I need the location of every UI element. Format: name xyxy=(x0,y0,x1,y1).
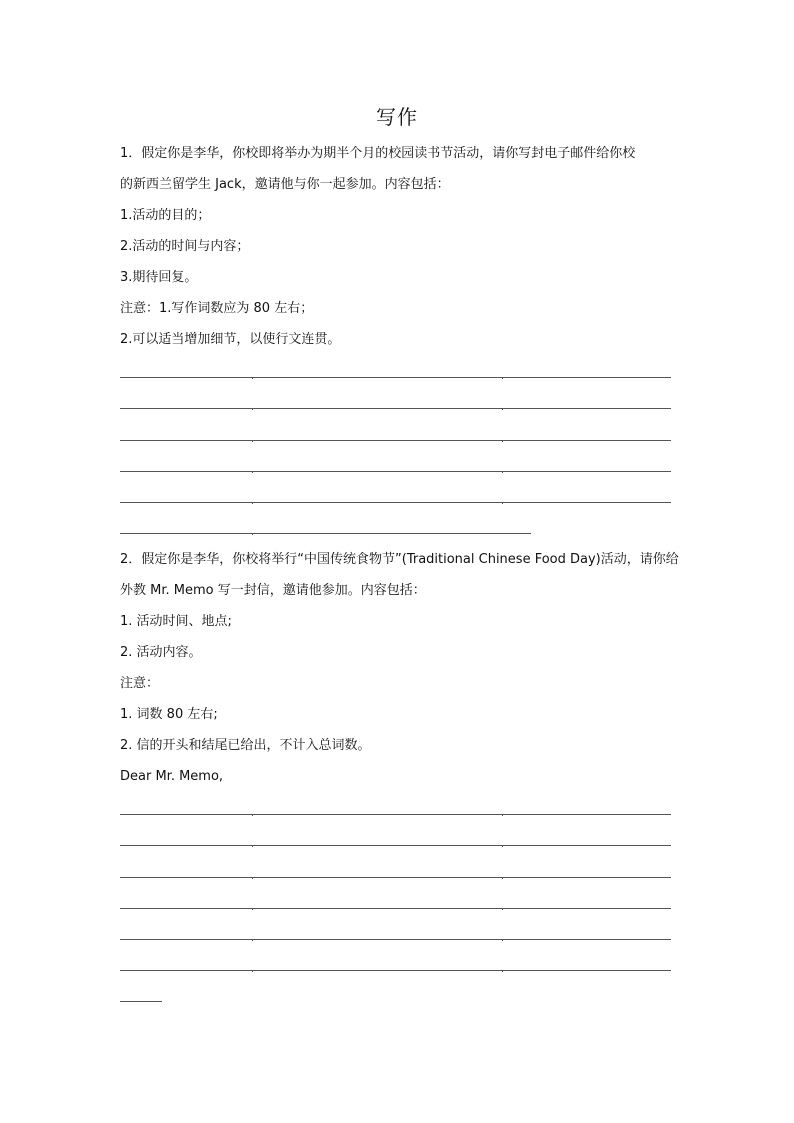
q1-prompt-line1: 1．假定你是李华，你校即将举办为期半个月的校园读书节活动，请你写封电子邮件给你校 xyxy=(120,146,636,161)
q2-note-2: 2. 信的开头和结尾已给出，不计入总词数。 xyxy=(120,738,371,753)
q2-item-1: 1. 活动时间、地点; xyxy=(120,614,232,629)
q2-writing-line-last[interactable] xyxy=(120,1001,162,1002)
q2-note-1: 1. 词数 80 左右; xyxy=(120,707,218,722)
q1-note-2: 2.可以适当增加细节，以使行文连贯。 xyxy=(120,332,341,347)
q2-greeting: Dear Mr. Memo, xyxy=(120,769,224,784)
q1-note-1: 注意：1.写作词数应为 80 左右； xyxy=(120,301,314,316)
q2-writing-line[interactable] xyxy=(120,908,671,909)
q2-prompt-line1: 2．假定你是李华，你校将举行“中国传统食物节”(Traditional Chinese Food Day)活动，请你给 xyxy=(120,552,679,567)
q2-note-label: 注意： xyxy=(120,676,160,691)
q2-item-2: 2. 活动内容。 xyxy=(120,645,202,660)
q1-writing-line[interactable] xyxy=(120,408,671,409)
q1-item-2: 2.活动的时间与内容； xyxy=(120,239,250,254)
q2-writing-line[interactable] xyxy=(120,814,671,815)
q1-item-1: 1.活动的目的； xyxy=(120,208,211,223)
q1-writing-line[interactable] xyxy=(120,377,671,378)
q2-writing-line[interactable] xyxy=(120,877,671,878)
q1-writing-line[interactable] xyxy=(120,502,671,503)
page-title: 写作 xyxy=(376,105,418,129)
q2-writing-line[interactable] xyxy=(120,845,671,846)
q1-item-3: 3.期待回复。 xyxy=(120,270,198,285)
q1-writing-line-last[interactable] xyxy=(120,533,531,534)
q2-writing-line[interactable] xyxy=(120,939,671,940)
q1-writing-line[interactable] xyxy=(120,440,671,441)
q1-prompt-line2: 的新西兰留学生 Jack，邀请他与你一起参加。内容包括： xyxy=(120,177,450,192)
q1-writing-line[interactable] xyxy=(120,471,671,472)
q2-writing-line[interactable] xyxy=(120,970,671,971)
q2-prompt-line2: 外教 Mr. Memo 写一封信，邀请他参加。内容包括： xyxy=(120,583,426,598)
